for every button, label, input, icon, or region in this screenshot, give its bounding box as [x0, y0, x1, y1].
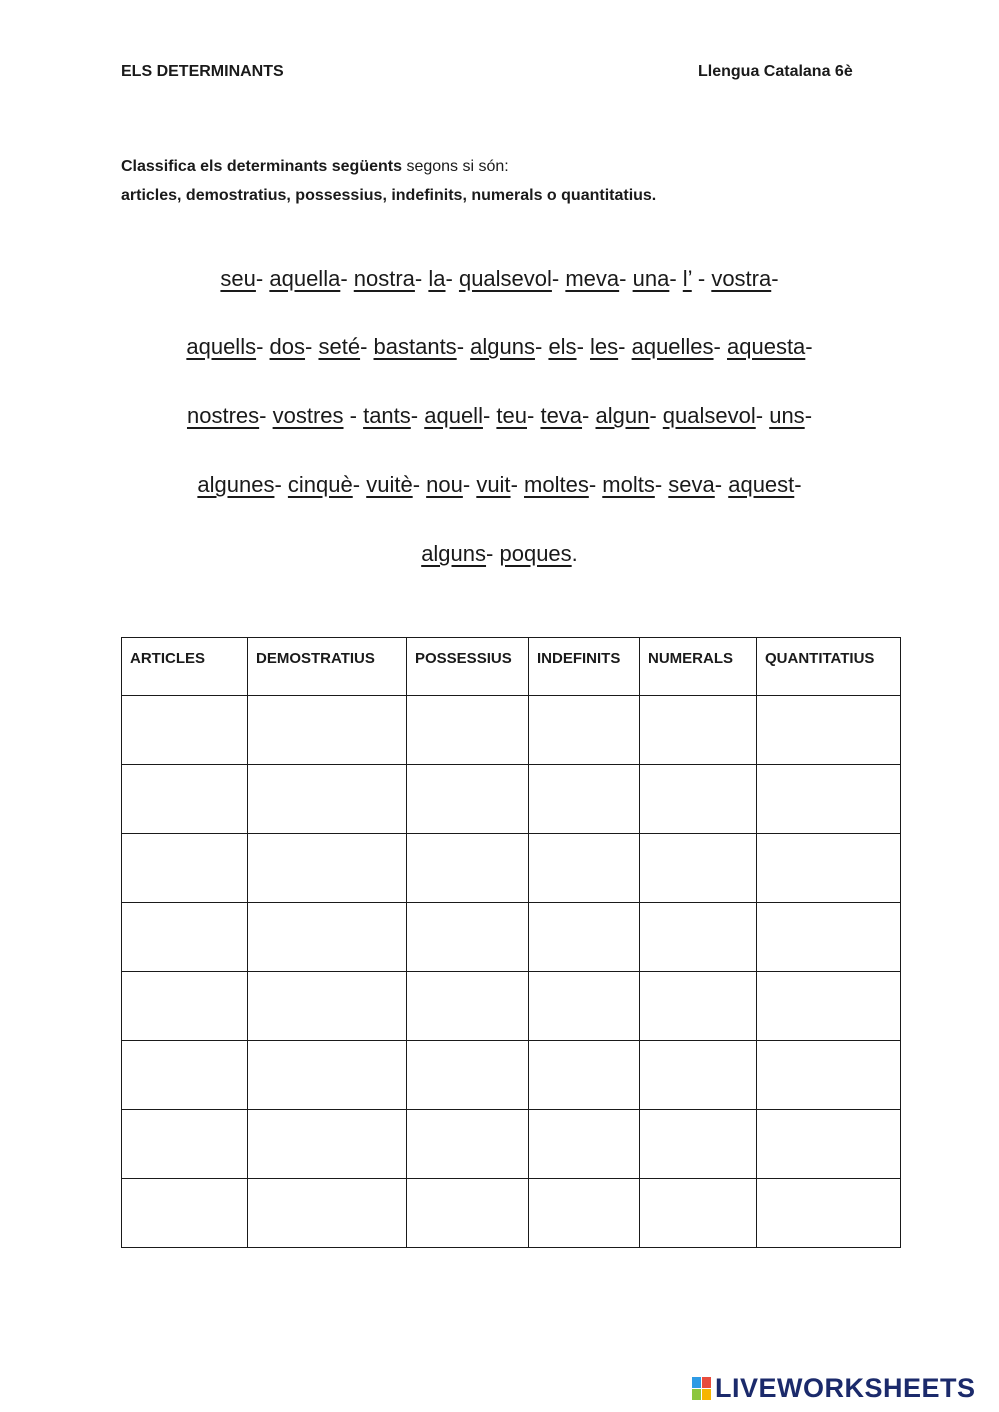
- word-item: vostra: [711, 266, 772, 291]
- word-item: uns: [769, 403, 805, 428]
- answer-cell[interactable]: [640, 765, 757, 834]
- word-separator: -: [713, 334, 727, 359]
- word-line: [0, 541, 999, 567]
- word-separator: -: [462, 472, 477, 497]
- table-row: [122, 1179, 901, 1248]
- logo-text: LIVEWORKSHEETS: [715, 1372, 976, 1403]
- word-separator: -: [691, 266, 712, 291]
- word-separator: -: [486, 541, 500, 566]
- word-item: alguns: [470, 334, 535, 359]
- word-item: aquelles: [631, 334, 714, 359]
- answer-cell[interactable]: [757, 834, 901, 903]
- subject-label: Llengua Catalana 6è: [698, 63, 853, 80]
- word-separator: -: [619, 266, 633, 291]
- word-separator: -: [794, 472, 802, 497]
- answer-cell[interactable]: [757, 1179, 901, 1248]
- word-item: les: [590, 334, 619, 359]
- answer-cell[interactable]: [407, 903, 529, 972]
- word-item: poques: [499, 541, 572, 566]
- liveworksheets-logo: [692, 1372, 976, 1404]
- answer-cell[interactable]: [248, 1110, 407, 1179]
- answer-cell[interactable]: [757, 765, 901, 834]
- word-item: una: [632, 266, 670, 291]
- answer-cell[interactable]: [248, 972, 407, 1041]
- word-item: dos: [269, 334, 306, 359]
- word-item: tants: [363, 403, 411, 428]
- word-item: meva: [565, 266, 620, 291]
- answer-cell[interactable]: [122, 696, 248, 765]
- word-item: qualsevol: [662, 403, 756, 428]
- word-separator: -: [259, 403, 273, 428]
- word-item: nostres: [186, 403, 260, 428]
- worksheet-title: ELS DETERMINANTS: [121, 63, 284, 80]
- answer-cell[interactable]: [407, 765, 529, 834]
- word-separator: -: [771, 266, 779, 291]
- table-row: [122, 1110, 901, 1179]
- word-separator: -: [755, 403, 770, 428]
- answer-cell[interactable]: [248, 834, 407, 903]
- word-separator: -: [445, 266, 459, 291]
- word-item: vostres: [272, 403, 344, 428]
- word-separator: -: [274, 472, 288, 497]
- word-separator: -: [654, 472, 669, 497]
- instructions-bold: Classifica els determinants següents: [121, 158, 402, 175]
- logo-tile: [692, 1389, 701, 1400]
- word-item: nou: [426, 472, 463, 497]
- answer-cell[interactable]: [757, 696, 901, 765]
- word-separator: -: [805, 334, 813, 359]
- word-item: vuitè: [366, 472, 413, 497]
- answer-cell[interactable]: [640, 972, 757, 1041]
- word-separator: -: [510, 472, 525, 497]
- answer-cell[interactable]: [122, 1110, 248, 1179]
- answer-cell[interactable]: [407, 834, 529, 903]
- word-separator: -: [360, 334, 374, 359]
- word-item: molts: [602, 472, 655, 497]
- answer-cell[interactable]: [122, 903, 248, 972]
- answer-cell[interactable]: [757, 903, 901, 972]
- word-line: [0, 472, 999, 498]
- column-header: INDEFINITS: [529, 638, 640, 696]
- table-row: [122, 696, 901, 765]
- answer-cell[interactable]: [529, 972, 640, 1041]
- word-item: algun: [595, 403, 650, 428]
- answer-cell[interactable]: [122, 972, 248, 1041]
- answer-cell[interactable]: [640, 696, 757, 765]
- logo-tile: [702, 1389, 711, 1400]
- column-header: QUANTITATIUS: [757, 638, 901, 696]
- table-row: [122, 765, 901, 834]
- word-separator: -: [669, 266, 683, 291]
- word-separator: -: [305, 334, 319, 359]
- table-row: [122, 1041, 901, 1110]
- answer-cell[interactable]: [640, 1179, 757, 1248]
- word-separator: -: [551, 266, 566, 291]
- answer-cell[interactable]: [407, 1041, 529, 1110]
- word-item: aquesta: [727, 334, 806, 359]
- table-row: [122, 972, 901, 1041]
- word-item: els: [548, 334, 577, 359]
- instructions: [121, 152, 656, 210]
- word-item: aquest: [728, 472, 795, 497]
- word-item: vuit: [476, 472, 511, 497]
- answer-cell[interactable]: [248, 1041, 407, 1110]
- answer-cell[interactable]: [407, 1179, 529, 1248]
- word-separator: -: [482, 403, 497, 428]
- answer-cell[interactable]: [122, 834, 248, 903]
- word-line: [0, 403, 999, 429]
- table-body: [122, 696, 901, 1248]
- word-item: teu: [496, 403, 527, 428]
- word-separator: -: [352, 472, 367, 497]
- answer-cell[interactable]: [122, 1179, 248, 1248]
- logo-icon: [692, 1377, 711, 1400]
- word-item: aquella: [269, 266, 341, 291]
- word-item: seu: [220, 266, 256, 291]
- answer-cell[interactable]: [640, 834, 757, 903]
- instructions-line-1: [121, 152, 656, 181]
- classification-table: [121, 637, 901, 1248]
- answer-cell[interactable]: [529, 834, 640, 903]
- word-item: aquell: [424, 403, 483, 428]
- answer-cell[interactable]: [248, 765, 407, 834]
- instructions-normal: segons si són:: [402, 158, 509, 175]
- logo-tile: [702, 1377, 711, 1388]
- word-item: qualsevol: [458, 266, 552, 291]
- instructions-line-2: articles, demostratius, possessius, indefinits, numerals o quantitatius.: [121, 187, 657, 204]
- word-item: seva: [668, 472, 715, 497]
- answer-cell[interactable]: [122, 1041, 248, 1110]
- word-separator: -: [534, 334, 549, 359]
- answer-cell[interactable]: [529, 1110, 640, 1179]
- table-row: [122, 903, 901, 972]
- column-header: NUMERALS: [640, 638, 757, 696]
- word-item: cinquè: [287, 472, 353, 497]
- word-separator: -: [588, 472, 603, 497]
- word-item: teva: [540, 403, 583, 428]
- answer-cell[interactable]: [529, 903, 640, 972]
- word-item: bastants: [373, 334, 457, 359]
- word-item: seté: [318, 334, 361, 359]
- answer-cell[interactable]: [248, 903, 407, 972]
- answer-cell[interactable]: [757, 1110, 901, 1179]
- word-separator: .: [571, 541, 578, 566]
- word-separator: -: [412, 472, 427, 497]
- logo-tile: [692, 1377, 701, 1388]
- table-header-row: [122, 638, 901, 696]
- answer-cell[interactable]: [529, 1179, 640, 1248]
- column-header: ARTICLES: [122, 638, 248, 696]
- word-separator: -: [649, 403, 663, 428]
- answer-cell[interactable]: [757, 972, 901, 1041]
- word-separator: -: [618, 334, 632, 359]
- column-header: POSSESSIUS: [407, 638, 529, 696]
- word-item: l’: [682, 266, 692, 291]
- answer-cell[interactable]: [757, 1041, 901, 1110]
- column-header: DEMOSTRATIUS: [248, 638, 407, 696]
- word-line: [0, 266, 999, 292]
- word-item: alguns: [421, 541, 487, 566]
- answer-cell[interactable]: [248, 1179, 407, 1248]
- word-item: la: [428, 266, 446, 291]
- word-separator: -: [410, 403, 425, 428]
- answer-cell[interactable]: [640, 903, 757, 972]
- answer-cell[interactable]: [407, 972, 529, 1041]
- word-separator: -: [804, 403, 813, 428]
- word-separator: -: [714, 472, 729, 497]
- word-separator: -: [414, 266, 429, 291]
- word-item: nostra: [353, 266, 415, 291]
- word-separator: -: [343, 403, 364, 428]
- answer-cell[interactable]: [122, 765, 248, 834]
- answer-cell[interactable]: [529, 1041, 640, 1110]
- word-separator: -: [582, 403, 596, 428]
- word-line: [0, 334, 999, 360]
- word-item: moltes: [524, 472, 589, 497]
- answer-cell[interactable]: [248, 696, 407, 765]
- word-separator: -: [255, 266, 270, 291]
- word-item: algunes: [197, 472, 275, 497]
- answer-cell[interactable]: [640, 1110, 757, 1179]
- table-row: [122, 834, 901, 903]
- answer-cell[interactable]: [529, 696, 640, 765]
- word-separator: -: [340, 266, 354, 291]
- word-separator: -: [456, 334, 471, 359]
- word-separator: -: [576, 334, 591, 359]
- answer-cell[interactable]: [640, 1041, 757, 1110]
- answer-cell[interactable]: [407, 696, 529, 765]
- word-item: aquells: [186, 334, 257, 359]
- word-separator: -: [256, 334, 270, 359]
- answer-cell[interactable]: [407, 1110, 529, 1179]
- answer-cell[interactable]: [529, 765, 640, 834]
- word-separator: -: [527, 403, 541, 428]
